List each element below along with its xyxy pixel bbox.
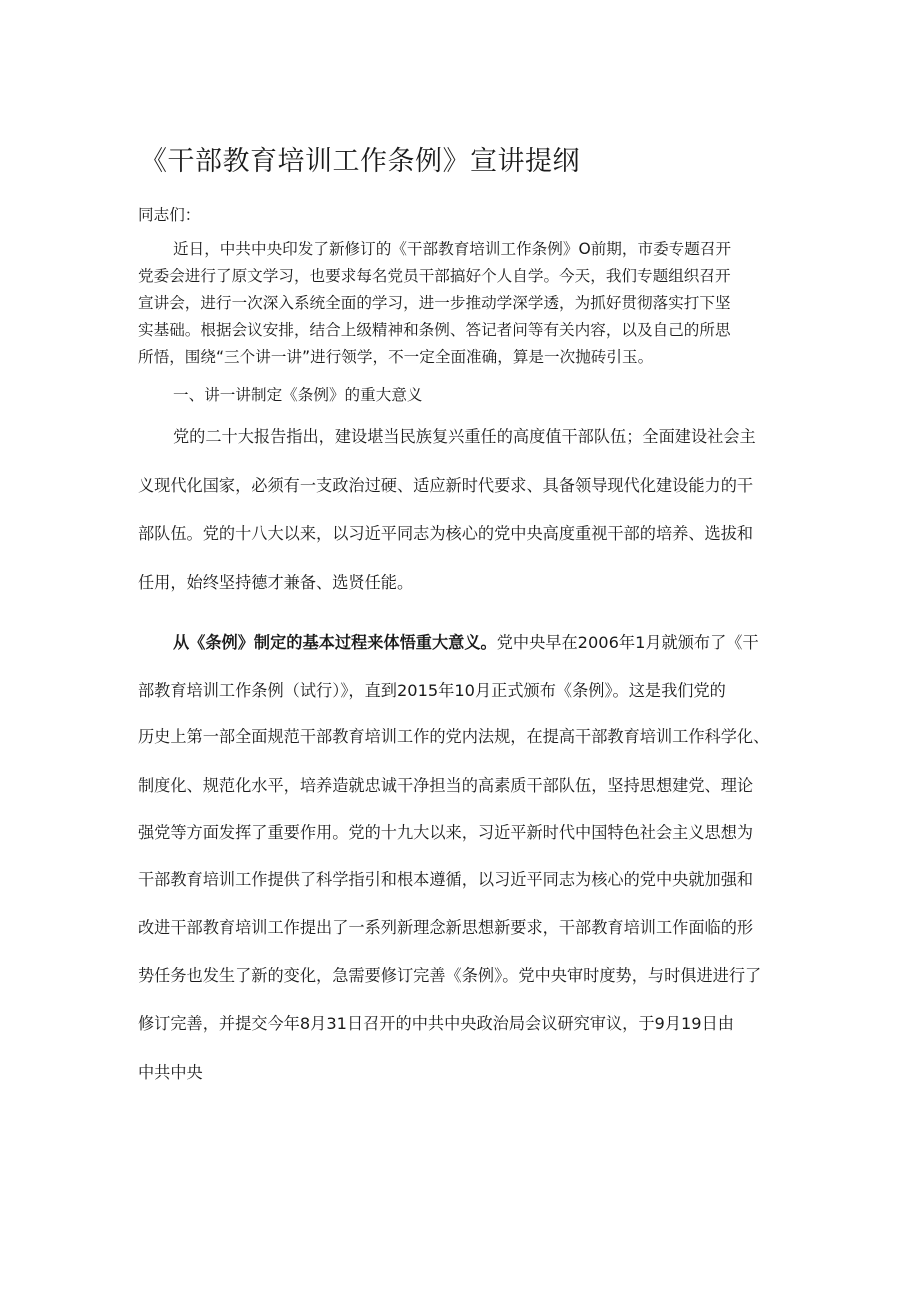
paragraph-line: 党的二十大报告指出，建设堪当民族复兴重任的高度值干部队伍；全面建设社会主 xyxy=(173,427,756,446)
paragraph-line: 势任务也发生了新的变化，急需要修订完善《条例》。党中央审时度势，与时俱进进行了 xyxy=(138,966,762,985)
section-heading: 一、讲一讲制定《条例》的重大意义 xyxy=(173,386,423,404)
paragraph-line: 制度化、规范化水平，培养造就忠诚干净担当的高素质干部队伍，坚持思想建党、理论 xyxy=(138,776,754,795)
paragraph-line: 部教育培训工作条例（试行）》，直到2015年10月正式颁布《条例》。这是我们党的 xyxy=(138,681,726,700)
intro-line: 近日，中共中央印发了新修订的《干部教育培训工作条例》O前期，市委专题召开 xyxy=(173,240,732,258)
document-title: 《干部教育培训工作条例》宣讲提纲 xyxy=(140,146,580,177)
paragraph-line: 部队伍。党的十八大以来，以习近平同志为核心的党中央高度重视干部的培养、选拔和 xyxy=(138,524,754,543)
salutation: 同志们： xyxy=(138,206,201,224)
paragraph-line: 干部教育培训工作提供了科学指引和根本遵循，以习近平同志为核心的党中央就加强和 xyxy=(138,870,754,889)
paragraph-line-rest: 党中央早在2006年1月就颁布了《干 xyxy=(496,633,759,652)
paragraph-line: 中共中央 xyxy=(138,1063,203,1082)
intro-line: 实基础。根据会议安排，结合上级精神和条例、答记者问等有关内容，以及自己的所思 xyxy=(138,321,731,339)
intro-line: 党委会进行了原文学习，也要求每名党员干部搞好个人自学。今天，我们专题组织召开 xyxy=(138,267,731,285)
paragraph-line: 改进干部教育培训工作提出了一系列新理念新思想新要求，干部教育培训工作面临的形 xyxy=(138,918,754,937)
paragraph-line: 任用，始终坚持德才兼备、选贤任能。 xyxy=(138,573,414,592)
intro-line: 宣讲会，进行一次深入系统全面的学习，进一步推动学深学透，为抓好贯彻落实打下坚 xyxy=(138,294,731,312)
intro-line: 所悟，围绕“三个讲一讲”进行领学，不一定全面准确，算是一次抛砖引玉。 xyxy=(138,348,654,366)
paragraph-line: 修订完善，并提交今年8月31日召开的中共中央政治局会议研究审议，于9月19日由 xyxy=(138,1014,734,1033)
paragraph-first-line xyxy=(173,632,759,654)
paragraph-line: 强党等方面发挥了重要作用。党的十九大以来，习近平新时代中国特色社会主义思想为 xyxy=(138,823,754,842)
paragraph-line: 义现代化国家，必须有一支政治过硬、适应新时代要求、具备领导现代化建设能力的干 xyxy=(138,476,754,495)
bold-lead-sentence: 从《条例》制定的基本过程来体悟重大意义。 xyxy=(173,633,497,652)
paragraph-line: 历史上第一部全面规范干部教育培训工作的党内法规，在提高干部教育培训工作科学化、 xyxy=(138,727,770,746)
